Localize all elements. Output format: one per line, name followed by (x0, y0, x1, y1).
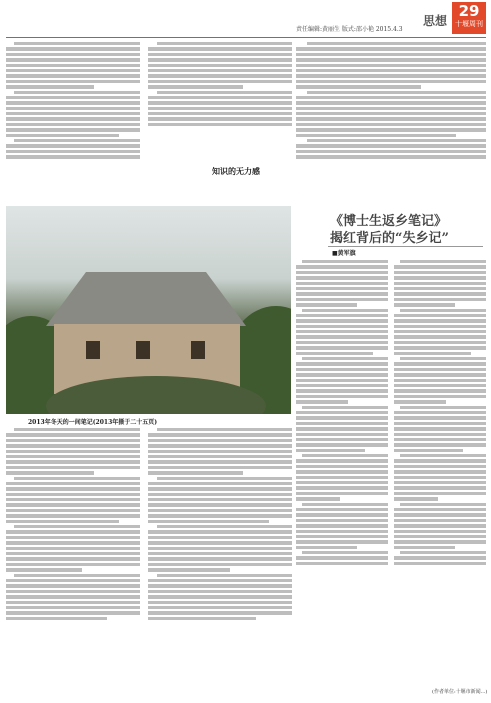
text-line (296, 373, 388, 376)
text-line (148, 503, 292, 506)
text-line (6, 590, 140, 593)
section-title: 思想 (423, 14, 448, 28)
text-line (148, 466, 292, 469)
text-line (296, 535, 388, 538)
text-line (394, 535, 486, 538)
text-line (296, 470, 388, 473)
review-title-line1: 《博士生返乡笔记》 (330, 214, 448, 229)
text-line (6, 611, 140, 614)
text-line (6, 80, 140, 83)
text-line (296, 384, 388, 387)
author-note: (作者单位:十堰市新闻...) (432, 689, 488, 695)
text-line (14, 525, 140, 528)
text-line (394, 508, 486, 511)
text-line (296, 101, 486, 104)
article-column-3 (6, 426, 140, 696)
text-line (394, 271, 486, 274)
review-title-line2: 揭红背后的“失乡记” (330, 231, 449, 246)
text-line (14, 574, 140, 577)
text-line (148, 493, 292, 496)
text-line (6, 128, 140, 131)
text-line (148, 557, 292, 560)
text-line (6, 150, 140, 153)
text-line (6, 579, 140, 582)
text-line (394, 422, 486, 425)
text-line (6, 552, 140, 555)
text-line (148, 568, 230, 571)
text-line (148, 80, 292, 83)
text-line (14, 428, 140, 431)
text-line (14, 139, 140, 142)
text-line (157, 477, 292, 480)
text-line (6, 509, 140, 512)
text-line (394, 379, 486, 382)
text-line (148, 530, 292, 533)
text-line (394, 438, 486, 441)
text-line (6, 455, 140, 458)
text-line (148, 498, 292, 501)
text-line (148, 601, 292, 604)
text-line (394, 459, 486, 462)
text-line (6, 144, 140, 147)
text-line (6, 557, 140, 560)
text-line (394, 335, 486, 338)
text-line (148, 96, 292, 99)
text-line (6, 58, 140, 61)
text-line (296, 107, 486, 110)
text-line (296, 58, 486, 61)
text-line (296, 400, 348, 403)
text-line (148, 58, 292, 61)
text-line (302, 357, 388, 360)
text-line (400, 454, 486, 457)
text-line (148, 590, 292, 593)
text-line (148, 47, 292, 50)
text-line (148, 563, 292, 566)
text-line (296, 492, 388, 495)
text-line (6, 487, 140, 490)
text-line (296, 74, 486, 77)
text-line (6, 112, 140, 115)
text-line (296, 123, 486, 126)
text-line (394, 265, 486, 268)
text-line (296, 282, 388, 285)
text-line (296, 481, 388, 484)
text-line (307, 91, 486, 94)
text-line (6, 117, 140, 120)
text-line (296, 476, 388, 479)
text-line (394, 341, 486, 344)
text-line (394, 411, 486, 414)
text-line (6, 74, 140, 77)
text-line (394, 276, 486, 279)
text-line (394, 298, 486, 301)
text-line (6, 101, 140, 104)
text-line (296, 513, 388, 516)
text-line (296, 486, 388, 489)
text-line (296, 85, 421, 88)
text-line (296, 497, 340, 500)
text-line (296, 112, 486, 115)
text-line (296, 134, 456, 137)
text-line (148, 520, 269, 523)
text-line (6, 541, 140, 544)
text-line (296, 379, 388, 382)
text-line (296, 422, 388, 425)
text-line (296, 319, 388, 322)
text-line (148, 617, 256, 620)
text-line (296, 368, 388, 371)
text-line (394, 330, 486, 333)
text-line (296, 562, 388, 565)
text-line (6, 520, 119, 523)
text-line (302, 260, 388, 263)
text-line (148, 514, 292, 517)
text-line (6, 47, 140, 50)
text-line (394, 319, 486, 322)
text-line (394, 556, 486, 559)
text-line (296, 144, 486, 147)
text-line (148, 482, 292, 485)
text-line (296, 519, 388, 522)
text-line (148, 74, 292, 77)
text-line (148, 117, 292, 120)
text-line (296, 546, 357, 549)
text-line (6, 64, 140, 67)
text-line (296, 53, 486, 56)
text-line (296, 459, 388, 462)
text-line (6, 498, 140, 501)
page-number-box (452, 2, 486, 34)
text-line (394, 449, 463, 452)
text-line (157, 42, 292, 45)
text-line (296, 416, 388, 419)
text-line (148, 112, 292, 115)
text-line (394, 524, 486, 527)
text-line (296, 465, 388, 468)
text-line (296, 346, 388, 349)
text-line (148, 85, 243, 88)
text-line (148, 444, 292, 447)
text-line (148, 433, 292, 436)
text-line (296, 433, 388, 436)
text-line (394, 373, 486, 376)
text-line (148, 123, 292, 126)
text-line (307, 139, 486, 142)
text-line (6, 584, 140, 587)
text-line (394, 368, 486, 371)
text-line (296, 303, 357, 306)
text-line (394, 292, 486, 295)
text-line (14, 477, 140, 480)
text-line (148, 606, 292, 609)
title-divider (328, 246, 483, 247)
text-line (6, 439, 140, 442)
text-line (296, 438, 388, 441)
text-line (302, 503, 388, 506)
text-line (148, 611, 292, 614)
text-line (148, 595, 292, 598)
text-line (394, 497, 438, 500)
text-line (296, 389, 388, 392)
text-line (394, 362, 486, 365)
article-column-4 (148, 426, 292, 696)
text-line (6, 471, 94, 474)
section-subhead: 知识的无力感 (212, 166, 260, 176)
text-line (394, 546, 455, 549)
text-line (6, 96, 140, 99)
text-line (302, 406, 388, 409)
article-column-2 (148, 40, 292, 162)
text-line (296, 276, 388, 279)
text-line (296, 530, 388, 533)
text-line (148, 536, 292, 539)
text-line (148, 64, 292, 67)
text-line (148, 579, 292, 582)
text-line (148, 552, 292, 555)
text-line (296, 325, 388, 328)
text-line (302, 309, 388, 312)
publication-name: 十堰周刊 (455, 20, 483, 28)
text-line (6, 493, 140, 496)
page-number: 29 (458, 2, 480, 20)
text-line (394, 465, 486, 468)
text-line (6, 530, 140, 533)
text-line (400, 551, 486, 554)
text-line (6, 503, 140, 506)
text-line (6, 460, 140, 463)
text-line (6, 450, 140, 453)
text-line (14, 91, 140, 94)
text-line (6, 514, 140, 517)
text-line (296, 298, 388, 301)
review-column-1 (296, 258, 388, 683)
text-line (148, 107, 292, 110)
text-line (394, 352, 471, 355)
photo-caption: 2013年冬天的一间笔记(2013年摄于二十五页) (28, 419, 158, 426)
text-line (307, 42, 486, 45)
text-line (6, 53, 140, 56)
text-line (394, 314, 486, 317)
text-line (394, 389, 486, 392)
review-column-2 (394, 258, 486, 683)
text-line (6, 547, 140, 550)
village-house-photo (6, 206, 291, 414)
text-line (394, 486, 486, 489)
text-line (148, 450, 292, 453)
text-line (296, 271, 388, 274)
text-line (148, 509, 292, 512)
page-meta: 责任编辑:黄丽生 版式:邵小艳 2015.4.3 (296, 26, 403, 33)
text-line (394, 540, 486, 543)
text-line (148, 101, 292, 104)
text-line (394, 562, 486, 565)
text-line (148, 584, 292, 587)
text-line (296, 395, 388, 398)
text-line (394, 470, 486, 473)
text-line (148, 53, 292, 56)
text-line (6, 134, 119, 137)
text-line (296, 69, 486, 72)
text-line (296, 540, 388, 543)
text-line (394, 400, 446, 403)
text-line (6, 466, 140, 469)
text-line (148, 460, 292, 463)
text-line (148, 487, 292, 490)
text-line (296, 292, 388, 295)
text-line (400, 260, 486, 263)
text-line (157, 525, 292, 528)
text-line (6, 601, 140, 604)
text-line (394, 384, 486, 387)
text-line (400, 309, 486, 312)
text-line (394, 513, 486, 516)
text-line (296, 47, 486, 50)
text-line (296, 117, 486, 120)
text-line (296, 128, 486, 131)
text-line (6, 69, 140, 72)
text-line (394, 303, 455, 306)
text-line (6, 107, 140, 110)
text-line (400, 357, 486, 360)
text-line (394, 476, 486, 479)
text-line (6, 595, 140, 598)
text-line (296, 265, 388, 268)
text-line (394, 325, 486, 328)
text-line (296, 449, 365, 452)
text-line (302, 551, 388, 554)
text-line (6, 617, 107, 620)
text-line (14, 42, 140, 45)
article-column-5 (296, 40, 486, 200)
text-line (296, 155, 486, 158)
text-line (148, 547, 292, 550)
text-line (394, 519, 486, 522)
text-line (148, 455, 292, 458)
text-line (394, 481, 486, 484)
text-line (394, 395, 486, 398)
text-line (296, 508, 388, 511)
page-header (0, 0, 491, 36)
text-line (394, 530, 486, 533)
text-line (148, 541, 292, 544)
text-line (157, 574, 292, 577)
text-line (296, 335, 388, 338)
text-line (394, 346, 486, 349)
text-line (296, 341, 388, 344)
text-line (394, 492, 486, 495)
text-line (148, 471, 243, 474)
text-line (157, 91, 292, 94)
text-line (296, 314, 388, 317)
text-line (400, 503, 486, 506)
text-line (394, 282, 486, 285)
text-line (6, 85, 94, 88)
text-line (296, 96, 486, 99)
text-line (296, 150, 486, 153)
text-line (296, 352, 373, 355)
text-line (6, 568, 82, 571)
text-line (296, 287, 388, 290)
header-rule (6, 37, 486, 38)
text-line (296, 64, 486, 67)
text-line (296, 330, 388, 333)
text-line (296, 427, 388, 430)
text-line (296, 411, 388, 414)
text-line (394, 416, 486, 419)
text-line (296, 443, 388, 446)
text-line (6, 123, 140, 126)
text-line (394, 443, 486, 446)
article-column-1 (6, 40, 140, 204)
text-line (296, 362, 388, 365)
text-line (296, 556, 388, 559)
text-line (400, 406, 486, 409)
text-line (6, 444, 140, 447)
text-line (296, 80, 486, 83)
text-line (6, 536, 140, 539)
text-line (148, 439, 292, 442)
text-line (6, 606, 140, 609)
text-line (148, 69, 292, 72)
text-line (394, 287, 486, 290)
text-line (296, 524, 388, 527)
text-line (394, 433, 486, 436)
text-line (394, 427, 486, 430)
text-line (6, 155, 140, 158)
text-line (6, 563, 140, 566)
text-line (157, 428, 292, 431)
review-author: ■黄军旗 (332, 250, 356, 257)
text-line (302, 454, 388, 457)
text-line (6, 482, 140, 485)
text-line (6, 433, 140, 436)
